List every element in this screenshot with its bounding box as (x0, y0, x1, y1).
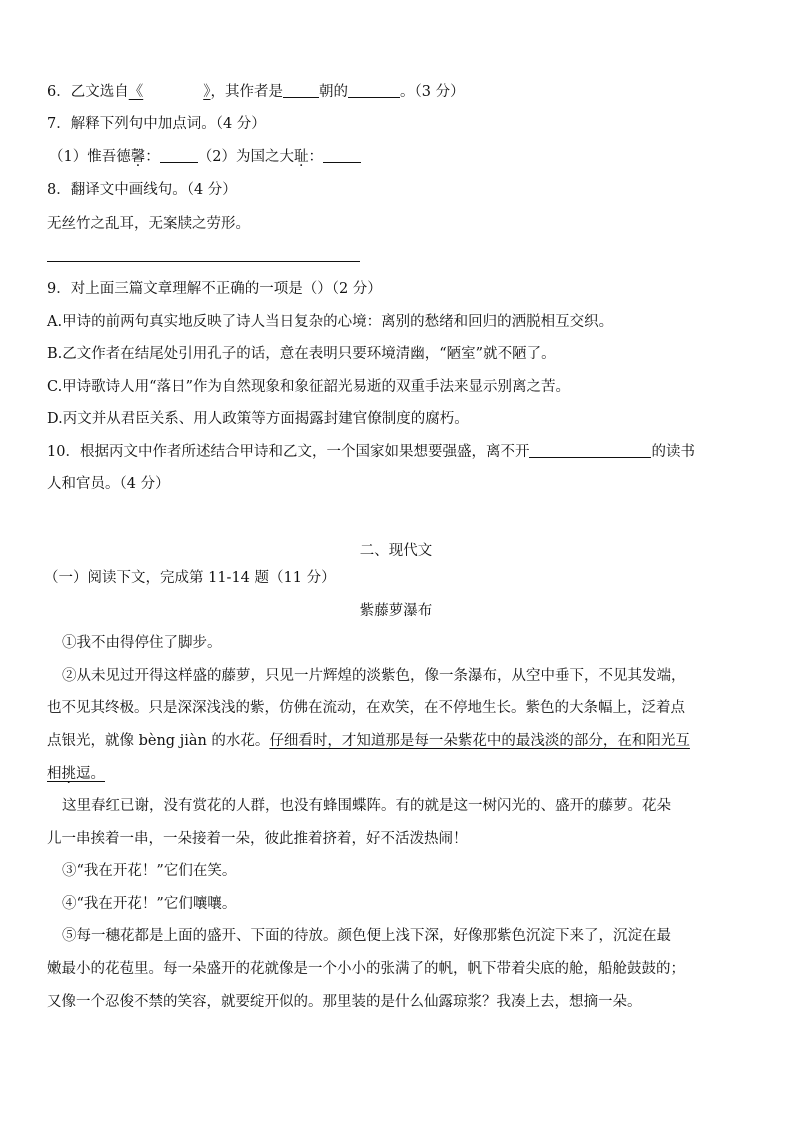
q9-option-b: B.乙文作者在结尾处引用孔子的话，意在表明只要环境清幽，“陋室”就不陋了。 (47, 346, 556, 362)
p2-text: 点银光，就像 bèng jiàn 的水花。 (47, 733, 270, 749)
underlined-sentence: 仔细看时，才知道那是每一朵紫花中的最浅淡的部分，在和阳光互 (269, 733, 690, 749)
section-subtitle: （一）阅读下文，完成第 11-14 题（11 分） (44, 570, 336, 586)
q6-book-title-blank (129, 84, 211, 100)
q7-item2-colon: ： (308, 149, 323, 165)
q10-blank (529, 442, 651, 458)
article-paragraph-6-line-3: 又像一个忍俊不禁的笑容，就要绽开似的。那里装的是什么仙露琼浆？我凑上去，想摘一朵。 (47, 994, 642, 1010)
q7-item2-blank (323, 147, 361, 163)
article-paragraph-6-line-1: ⑤每一穗花都是上面的盛开、下面的待放。颜色便上浅下深，好像那紫色沉淀下来了，沉淀在最 (62, 928, 671, 944)
q7-item1-text: （1）惟吾德 (49, 149, 131, 165)
q10-text-2: 的读书 (651, 444, 695, 460)
q6-text-4: 。（3 分） (399, 84, 465, 100)
article-paragraph-3-line-2: 儿一串挨着一串，一朵接着一朵，彼此推着挤着，好不活泼热闹！ (47, 831, 468, 847)
article-paragraph-5: ④“我在开花！”它们嚷嚷。 (62, 896, 237, 912)
question-9-title: 9．对上面三篇文章理解不正确的一项是（）（2 分） (47, 281, 382, 297)
question-8-title: 8．翻译文中画线句。（4 分） (47, 182, 237, 198)
q6-text-3: 朝的 (318, 84, 348, 100)
question-10 (47, 442, 695, 462)
question-8-sentence: 无丝竹之乱耳，无案牍之劳形。 (47, 216, 250, 232)
q7-item1-dotted-word: 馨 (130, 149, 146, 165)
question-6 (47, 82, 465, 102)
answer-line (47, 261, 360, 262)
p2-char-end: 逗。 (76, 766, 105, 782)
article-paragraph-2-line-2: 也不见其终极。只是深深浅浅的紫，仿佛在流动，在欢笑，在不停地生长。紫色的大条幅上，泛着点 (47, 700, 685, 716)
article-paragraph-1: ①我不由得停住了脚步。 (62, 635, 222, 651)
article-paragraph-2-line-1: ②从未见过开得这样盛的藤萝，只见一片辉煌的淡紫色，像一条瀑布，从空中垂下，不见其发端， (62, 668, 686, 684)
q6-bracket-open: 《 (128, 84, 144, 100)
question-7-title: 7．解释下列句中加点词。（4 分） (47, 116, 266, 132)
underlined-sentence-end (47, 766, 105, 782)
article-paragraph-2-line-3 (47, 731, 690, 751)
question-10-cont: 人和官员。（4 分） (47, 476, 170, 492)
q6-dynasty-blank (283, 82, 319, 98)
question-7-items (49, 147, 361, 167)
q6-text-2: ，其作者是 (210, 84, 283, 100)
p2-char: 相 (47, 766, 62, 782)
dotted-char: 挑 (61, 766, 76, 782)
section-title: 二、现代文 (359, 543, 433, 559)
q6-text: 6．乙文选自 (47, 84, 129, 100)
q7-item2-dotted-word: 耻 (293, 149, 309, 165)
q6-author-blank (348, 82, 400, 98)
q6-bracket-close: 》 (203, 84, 211, 100)
article-title: 紫藤萝瀑布 (359, 603, 433, 619)
q9-option-a: A.甲诗的前两句真实地反映了诗人当日复杂的心境：离别的愁绪和回归的洒脱相互交织。 (47, 314, 614, 330)
q9-option-d: D.丙文并从君臣关系、用人政策等方面揭露封建官僚制度的腐朽。 (47, 411, 469, 427)
article-paragraph-2-line-4 (47, 764, 105, 784)
q7-item2-text: （2）为国之大 (197, 149, 294, 165)
q10-text: 10．根据丙文中作者所述结合甲诗和乙文，一个国家如果想要强盛，离不开 (47, 444, 530, 460)
article-paragraph-6-line-2: 嫩最小的花苞里。每一朵盛开的花就像是一个小小的张满了的帆，帆下带着尖底的舱，船舱鼓鼓的； (47, 961, 685, 977)
q7-item1-colon: ： (145, 149, 160, 165)
q7-item1-blank (160, 147, 198, 163)
q9-option-c: C.甲诗歌诗人用“落日”作为自然现象和象征韶光易逝的双重手法来显示别离之苦。 (47, 379, 571, 395)
article-paragraph-4: ③“我在开花！”它们在笑。 (62, 863, 237, 879)
article-paragraph-3-line-1: 这里春红已谢，没有赏花的人群，也没有蜂围蝶阵。有的就是这一树闪光的、盛开的藤萝。花朵 (62, 798, 671, 814)
